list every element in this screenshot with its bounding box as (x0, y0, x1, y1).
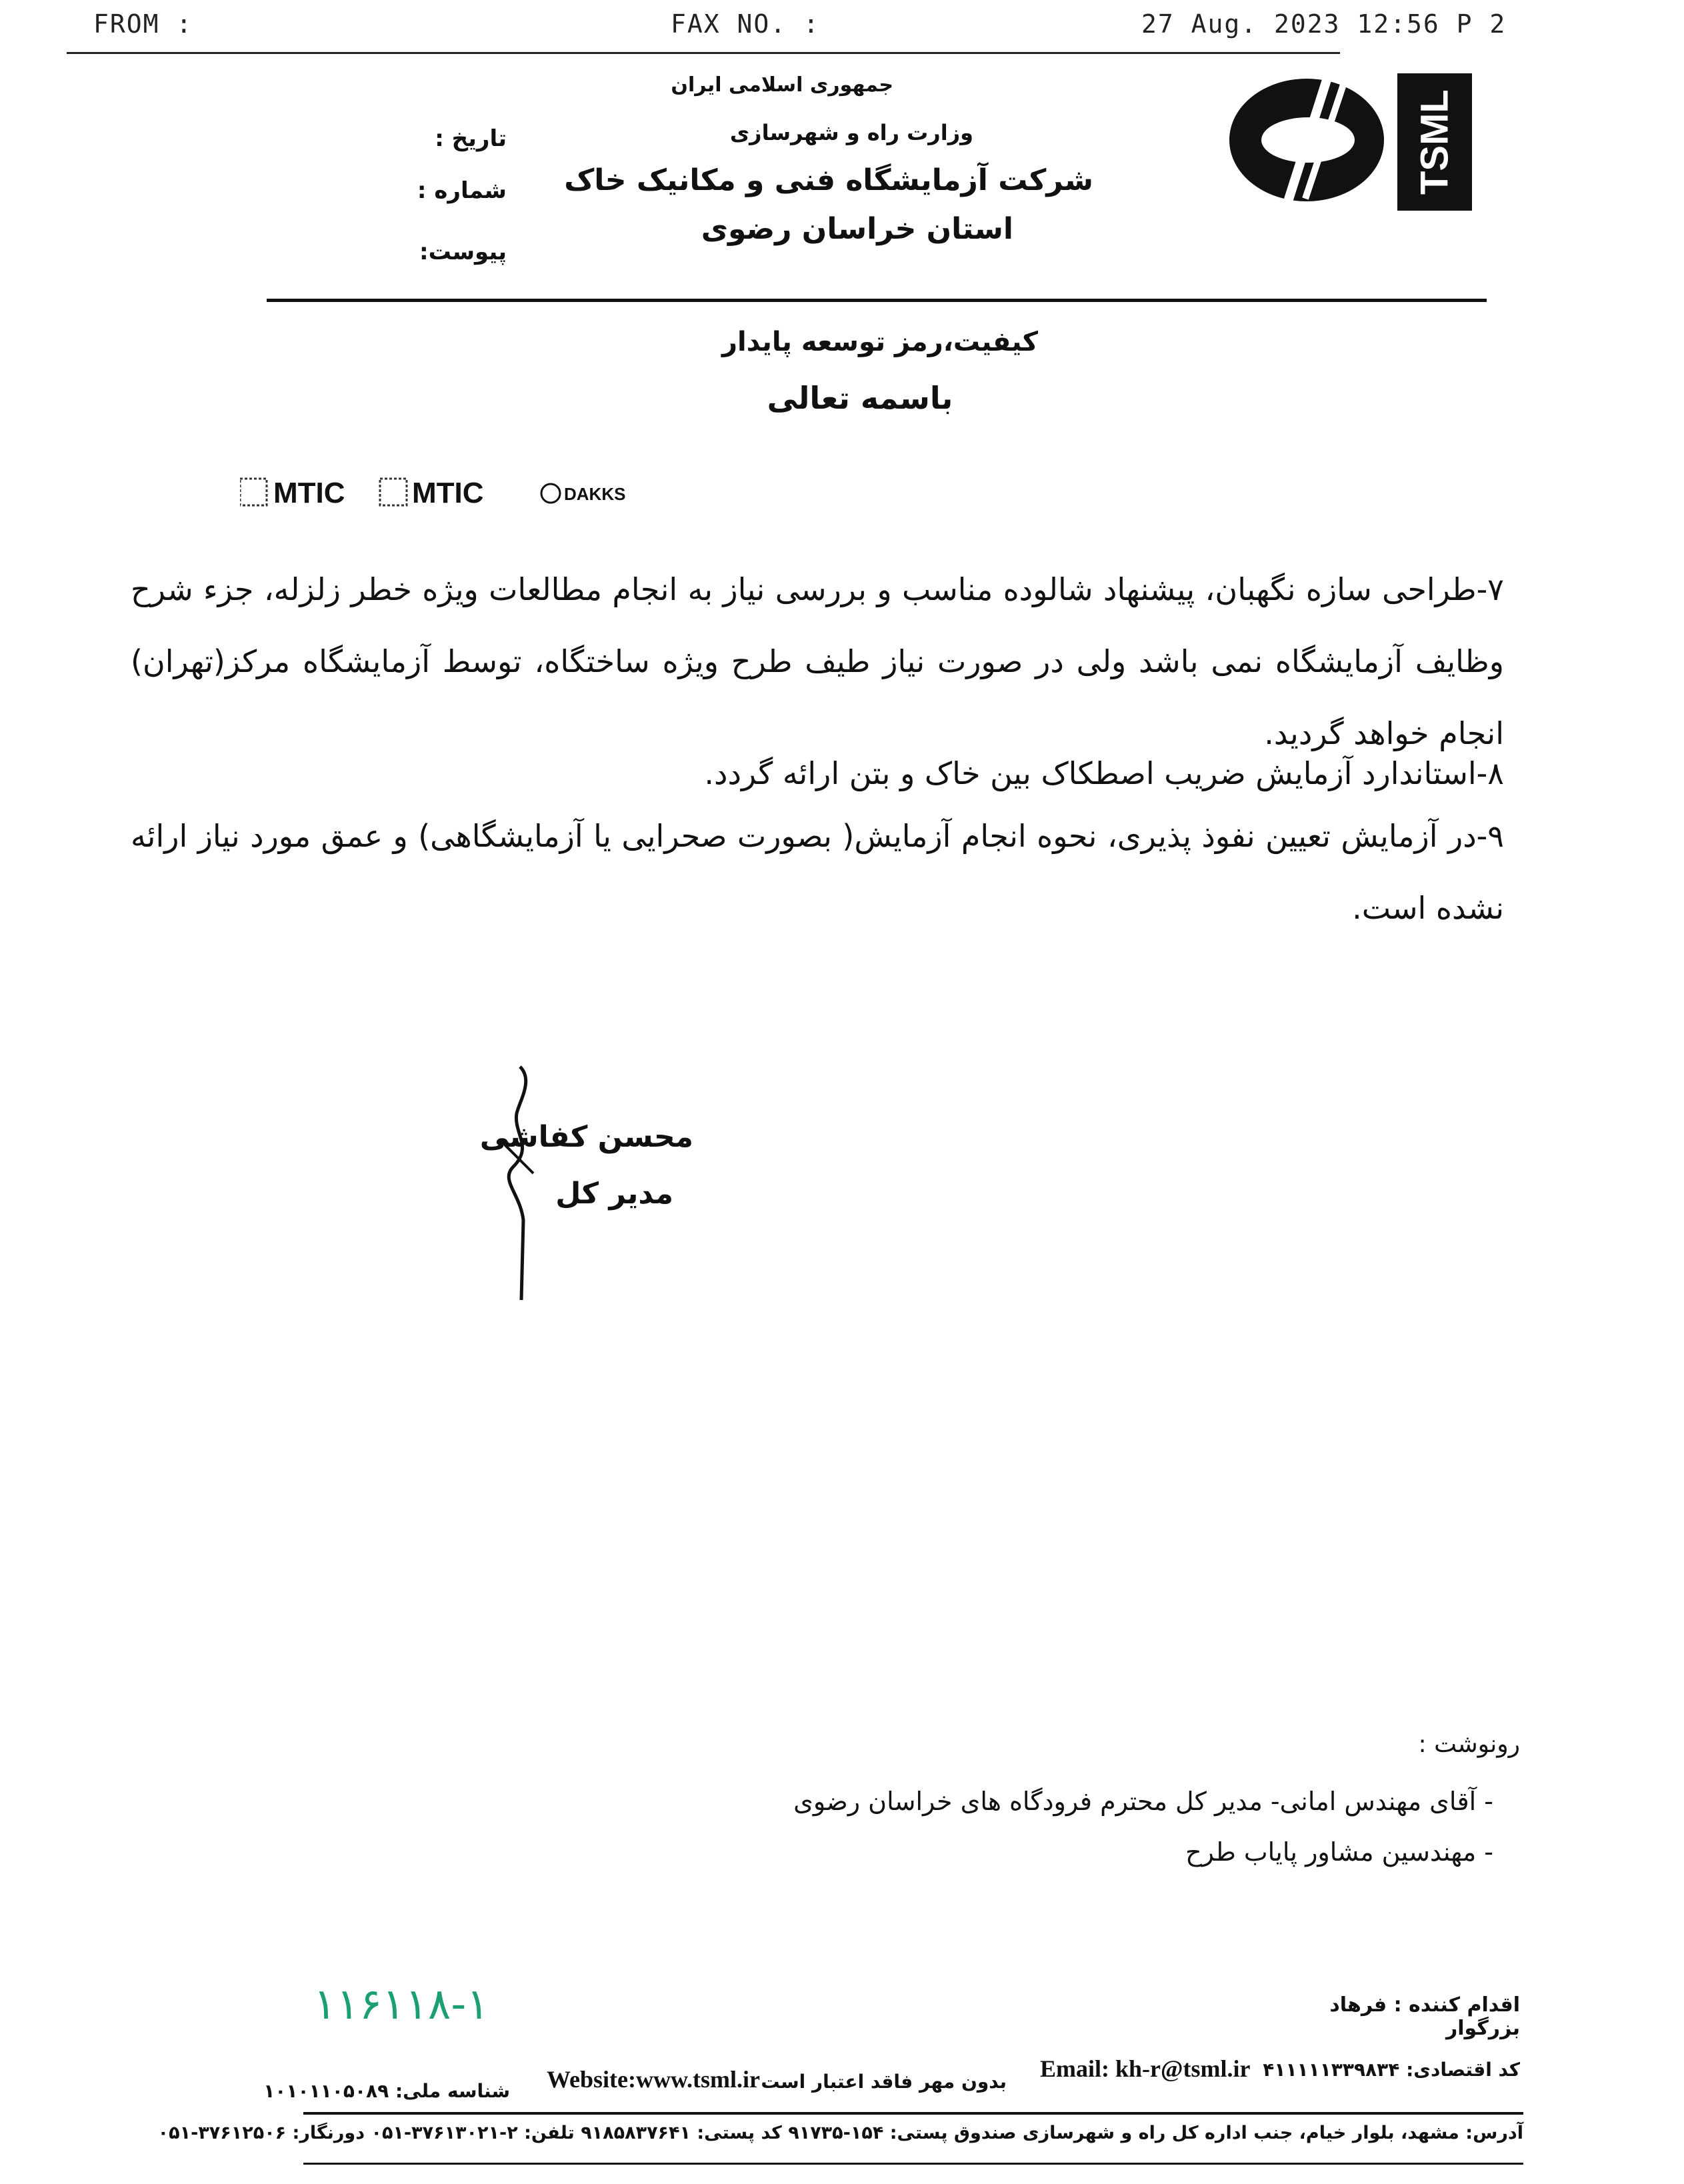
action-by: اقدام کننده : فرهاد بزرگوار (1329, 1993, 1520, 2040)
tsml-logo-text: TSML (1413, 89, 1457, 195)
number-label: شماره : (417, 177, 507, 204)
paragraph-item-8: ۸-استاندارد آزمایش ضریب اصطکاک بین خاک و بتن ارائه گردد. (704, 755, 1504, 791)
cc-item-2: - مهندسین مشاور پایاب طرح (1185, 1837, 1493, 1867)
letterhead-ministry: وزارت راه و شهرسازی (729, 120, 973, 145)
tsml-emblem-icon (1227, 75, 1387, 205)
cc-item-1: - آقای مهندس امانی- مدیر کل محترم فرودگاه های خراسان رضوی (793, 1787, 1493, 1816)
footer-website: Website:www.tsml.ir (547, 2066, 760, 2093)
letterhead-province: استان خراسان رضوی (701, 212, 1013, 246)
accreditation-logos (240, 467, 680, 520)
fax-number-label: FAX NO. : (671, 9, 820, 39)
heading-basmeh: باسمه تعالی (767, 380, 953, 416)
signatory-title: مدیر کل (555, 1177, 673, 1211)
footer-address: آدرس: مشهد، بلوار خیام، جنب اداره کل راه و شهرسازی صندوق پستی: ۱۵۴-۹۱۷۳۵ کد پستی: ۹۱۸۵۸۳۷۶۴۱ تلفن: ۲-۳۷۶۱۳۰۲۱-۰۵۱ دورنگار: ۳۷۶۱۲۵۰۶-۰۵۱ (157, 2123, 1523, 2143)
mtic-logo-2: MTIC (412, 477, 484, 509)
cc-label: رونوشت : (1418, 1731, 1520, 1758)
handwritten-reference-number: ۱۱۶۱۱۸-۱ (313, 1980, 489, 2029)
letterhead-country: جمهوری اسلامی ایران (671, 73, 893, 97)
footer-no-stamp: بدون مهر فاقد اعتبار است (761, 2071, 1007, 2093)
paragraph-item-7: ۷-طراحی سازه نگهبان، پیشنهاد شالوده مناسب و بررسی نیاز به انجام مطالعات ویژه خطر زلزله، جزء شرح وظایف آزمایشگاه نمی باشد ولی در صورت نیاز طیف طرح ویژه ساختگاه، توسط آزمایشگاه مرکز(تهران) انجام خواهد گردید. (131, 571, 1504, 751)
paragraph-item-9: ۹-در آزمایش تعیین نفوذ پذیری، نحوه انجام آزمایش( بصورت صحرایی یا آزمایشگاهی) و عمق مورد نیاز ارائه نشده است. (131, 818, 1504, 926)
mtic-logo-1: MTIC (273, 477, 345, 509)
letterhead-company: شرکت آزمایشگاه فنی و مکانیک خاک (564, 163, 1093, 197)
fax-datetime: 27 Aug. 2023 12:56 P 2 (1141, 9, 1507, 39)
handwritten-signature (493, 1060, 560, 1307)
slogan: کیفیت،رمز توسعه پایدار (722, 327, 1038, 357)
footer-economic-code: کد اقتصادی: ۴۱۱۱۱۱۳۳۹۸۳۴ (1263, 2059, 1520, 2081)
dakks-logo: DAKKS (564, 484, 626, 504)
footer-national-id: شناسه ملی: ۱۰۱۰۱۱۰۵۰۸۹ (263, 2080, 510, 2102)
date-label: تاریخ : (435, 125, 507, 152)
attachment-label: پیوست: (419, 239, 507, 265)
fax-from-label: FROM : (93, 9, 193, 39)
fax-header-rule (67, 52, 1340, 54)
footer-rule-1 (303, 2112, 1523, 2115)
letterhead-rule (267, 299, 1487, 302)
signatory-name: محسن کفاشی (479, 1120, 693, 1154)
footer-rule-2 (303, 2163, 1523, 2165)
footer-email: Email: kh-r@tsml.ir (1040, 2055, 1251, 2082)
